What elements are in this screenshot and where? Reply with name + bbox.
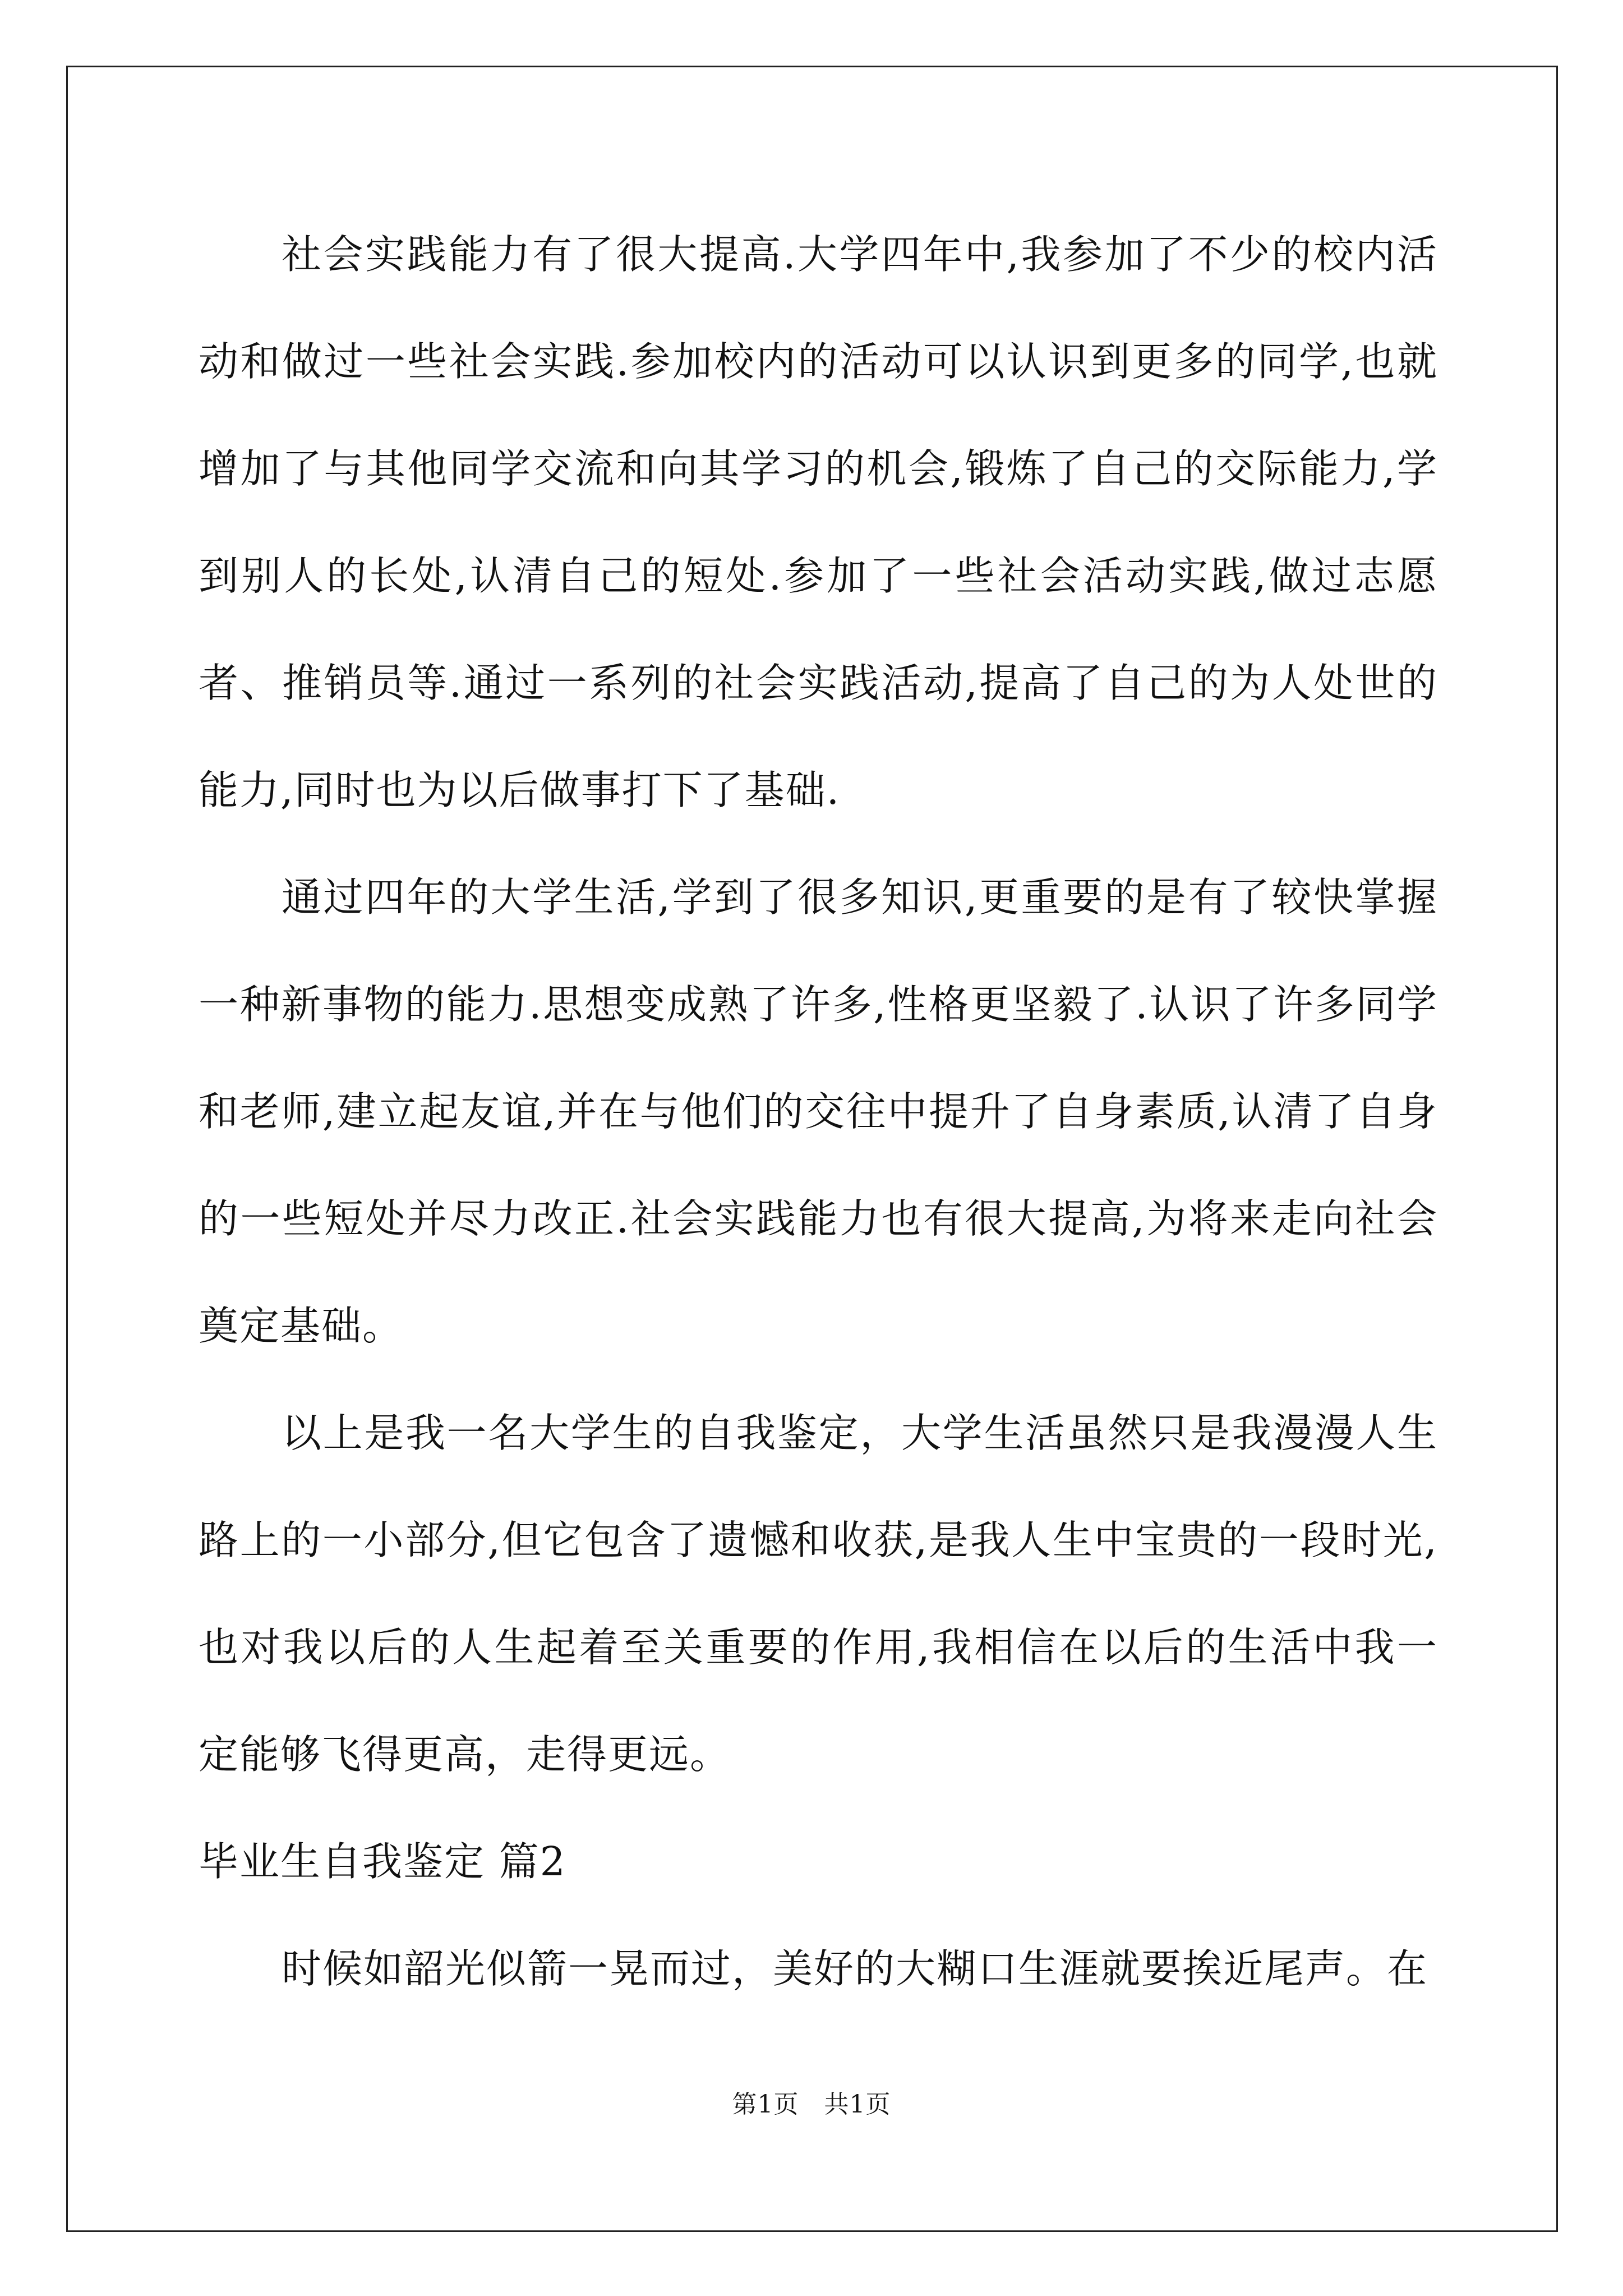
paragraph-2: 通过四年的大学生活,学到了很多知识,更重要的是有了较快掌握一种新事物的能力.思想变成熟了许多,性格更坚毅了.认识了许多同学和老师,建立起友谊,并在与他们的交往中提升了自身素质,认清了自身的一些短处并尽力改正.社会实践能力也有很大提高,为将来走向社会奠定基础。 [199,874,1438,1349]
section-heading: 毕业生自我鉴定 篇2 [199,1838,566,1885]
document-body [199,201,1438,2022]
paragraph-1: 社会实践能力有了很大提高.大学四年中,我参加了不少的校内活动和做过一些社会实践.参加校内的活动可以认识到更多的同学,也就增加了与其他同学交流和向其学习的机会,锻炼了自己的交际能力,学到别人的长处,认清自己的短处.参加了一些社会活动实践,做过志愿者、推销员等.通过一系列的社会实践活动,提高了自己的为人处世的能力,同时也为以后做事打下了基础. [199,231,1438,813]
paragraph-4: 时候如韶光似箭一晃而过，美好的大糊口生涯就要挨近尾声。在 [282,1945,1428,1992]
page-footer: 第1页 共1页 [732,2090,891,2119]
paragraph-3: 以上是我一名大学生的自我鉴定，大学生活虽然只是我漫漫人生路上的一小部分,但它包含了遗憾和收获,是我人生中宝贵的一段时光,也对我以后的人生起着至关重要的作用,我相信在以后的生活中我一定能够飞得更高，走得更远。 [199,1410,1438,1778]
